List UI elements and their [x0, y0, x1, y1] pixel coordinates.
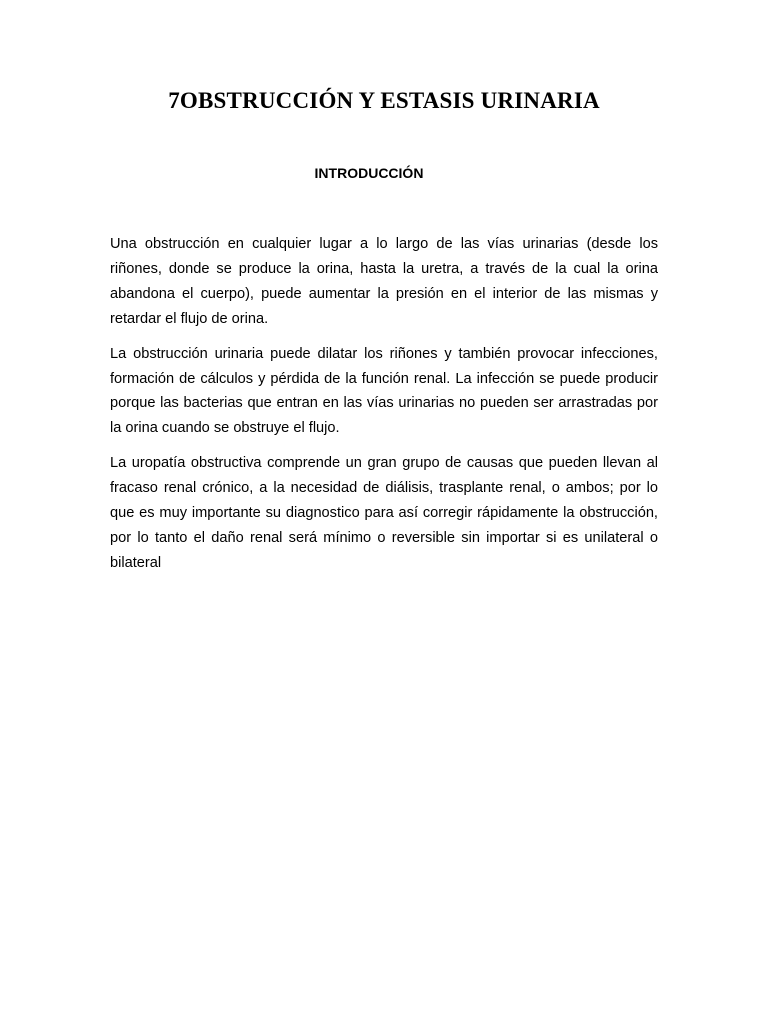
- document-title: 7OBSTRUCCIÓN Y ESTASIS URINARIA: [168, 88, 600, 113]
- section-heading: INTRODUCCIÓN: [314, 165, 424, 181]
- paragraph: La uropatía obstructiva comprende un gran grupo de causas que pueden llevan al fracaso renal crónico, a la necesidad de diálisis, trasplante renal, o ambos; por lo que es muy importante su diagnostico para así corregir rápidamente la obstrucción, por lo tanto el daño renal será mínimo o reversible sin importar si es unilateral o bilateral: [110, 455, 658, 571]
- paragraph: La obstrucción urinaria puede dilatar los riñones y también provocar infecciones, formación de cálculos y pérdida de la función renal. La infección se puede producir porque las bacterias que entran en las vías urinarias no pueden ser arrastradas por la orina cuando se obstruye el flujo.: [110, 345, 658, 437]
- paragraph: Una obstrucción en cualquier lugar a lo largo de las vías urinarias (desde los riñones, donde se produce la orina, hasta la uretra, a través de la cual la orina abandona el cuerpo), puede aumentar la presión en el interior de las mismas y retardar el flujo de orina.: [110, 236, 658, 327]
- body-text: [110, 232, 658, 586]
